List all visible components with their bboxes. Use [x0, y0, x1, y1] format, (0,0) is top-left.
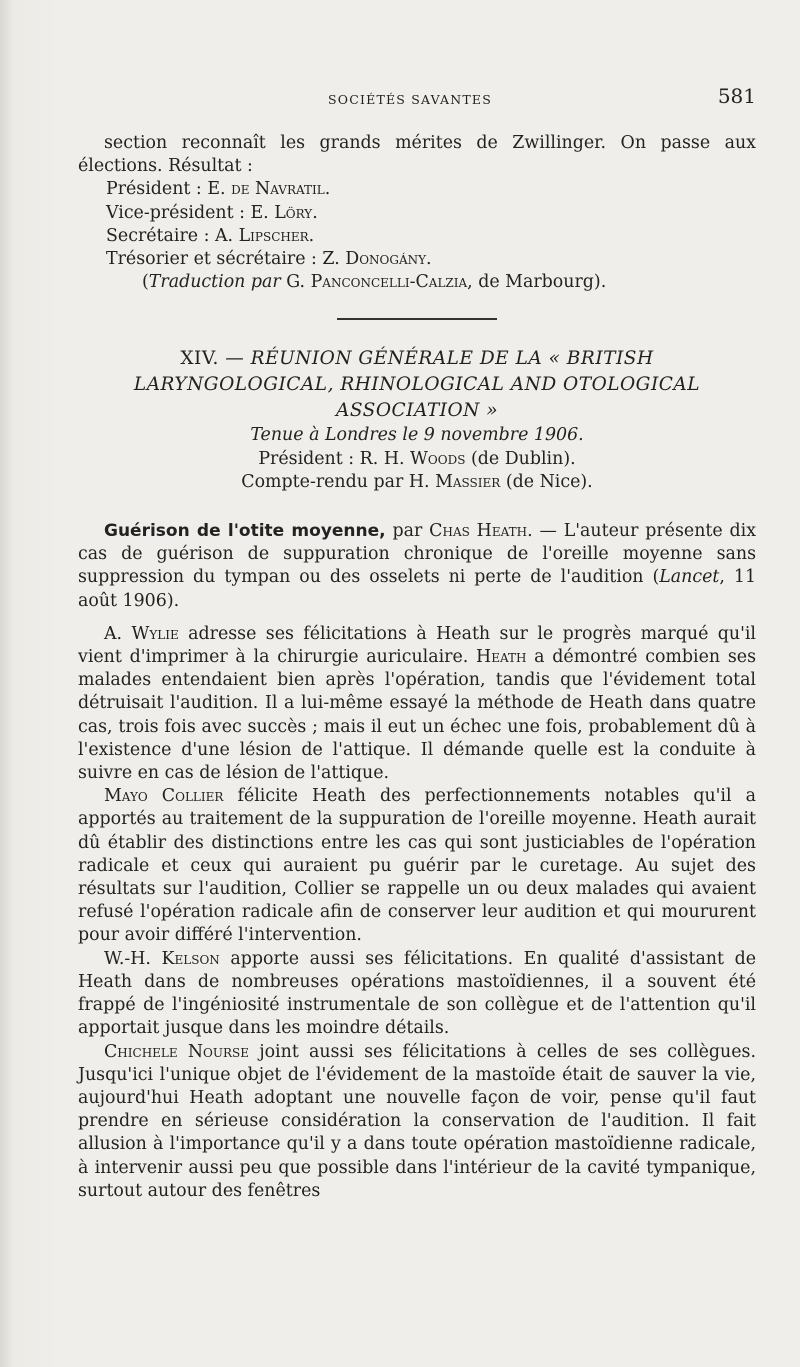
article-paragraph-4: W.-H. Kelson apporte aussi ses félicitations. En qualité d'assistant de Heath dans de nombreuses opérations mastoïdiennes, il a souvent été frappé de l'ingéniosité instrumentale de son collègue et de l'attention qu'il apportait jusque dans les moindre détails.: [78, 948, 756, 1039]
section-title-line-2: LARYNGOLOGICAL, RHINOLOGICAL AND OTOLOGICAL: [133, 374, 701, 396]
article-paragraph-3: Mayo Collier félicite Heath des perfectionnements notables qu'il a apportés au traitement de la suppuration de l'oreille moyenne. Heath aurait dû établir des distinctions entre les cas qui sont justiciables de l'opération radicale et ceux qui auraient pu guérir par le curetage. Au sujet des résultats sur l'audition, Collier se rappelle un ou deux malades qui avaient refusé l'opération radicale afin de conserver leur audition et qui moururent pour avoir différé l'intervention.: [78, 786, 756, 946]
election-secretary: Secrétaire : A. Lipscher.: [106, 225, 315, 246]
article-paragraph-1: Guérison de l'otite moyenne, par Chas Heath. — L'auteur présente dix cas de guérison de suppuration chronique de l'oreille moyenne sans suppression du tympan ou des osselets ni perte de l'audition (Lancet, 11 août 1906).: [78, 521, 757, 611]
section-title-line-1: XIV. — RÉUNION GÉNÉRALE DE LA « BRITISH: [180, 348, 654, 370]
article-title: Guérison de l'otite moyenne,: [104, 521, 386, 542]
running-head: SOCIÉTÉS SAVANTES: [328, 92, 492, 107]
section-divider: [337, 318, 497, 320]
section-title-line-3: ASSOCIATION »: [335, 400, 499, 422]
page-content: [78, 132, 756, 1203]
election-treasurer: Trésorier et sécrétaire : Z. Donogány.: [106, 249, 432, 270]
page-header: [78, 84, 756, 118]
report-author: Compte-rendu par H. Massier (de Nice).: [241, 471, 593, 492]
translation-credit: (Traduction par G. Panconcelli-Calzia, de Marbourg).: [142, 272, 607, 293]
page-number: 581: [717, 84, 756, 108]
section-heading: [78, 346, 756, 494]
meeting-date: Tenue à Londres le 9 novembre 1906.: [250, 425, 584, 446]
election-president: Président : E. de Navratil.: [106, 179, 331, 200]
article-paragraph-5: Chichele Nourse joint aussi ses félicitations à celles de ses collègues. Jusqu'ici l'unique objet de l'évidement de la mastoïde était de sauver la vie, aujourd'hui Heath adoptant une nouvelle façon de voir, pense qu'il faut prendre en sérieuse considération la conservation de l'audition. Il fait allusion à l'importance qu'il y a dans toute opération mastoïdienne radicale, à intervenir aussi peu que possible dans l'intérieur de la cavité tympanique, surtout autour des fenêtres: [78, 1041, 757, 1201]
election-vice-president: Vice-président : E. Löry.: [106, 202, 318, 223]
article-paragraph-2: A. Wylie adresse ses félicitations à Heath sur le progrès marqué qu'il vient d'imprimer à la chirurgie auriculaire. Heath a démontré combien ses malades entendaient bien après l'opération, tandis que l'évidement total détruisait l'audition. Il a lui-même essayé la méthode de Heath dans quatre cas, trois fois avec succès ; mais il eut un échec une fois, probablement dû à l'existence d'une lésion de l'attique. Il démande quelle est la conduite à suivre en cas de lésion de l'attique.: [78, 623, 756, 784]
meeting-president: Président : R. H. Woods (de Dublin).: [258, 448, 576, 469]
intro-paragraph: section reconnaît les grands mérites de Zwillinger. On passe aux élections. Résultat :: [78, 133, 756, 177]
election-results: [78, 178, 756, 271]
